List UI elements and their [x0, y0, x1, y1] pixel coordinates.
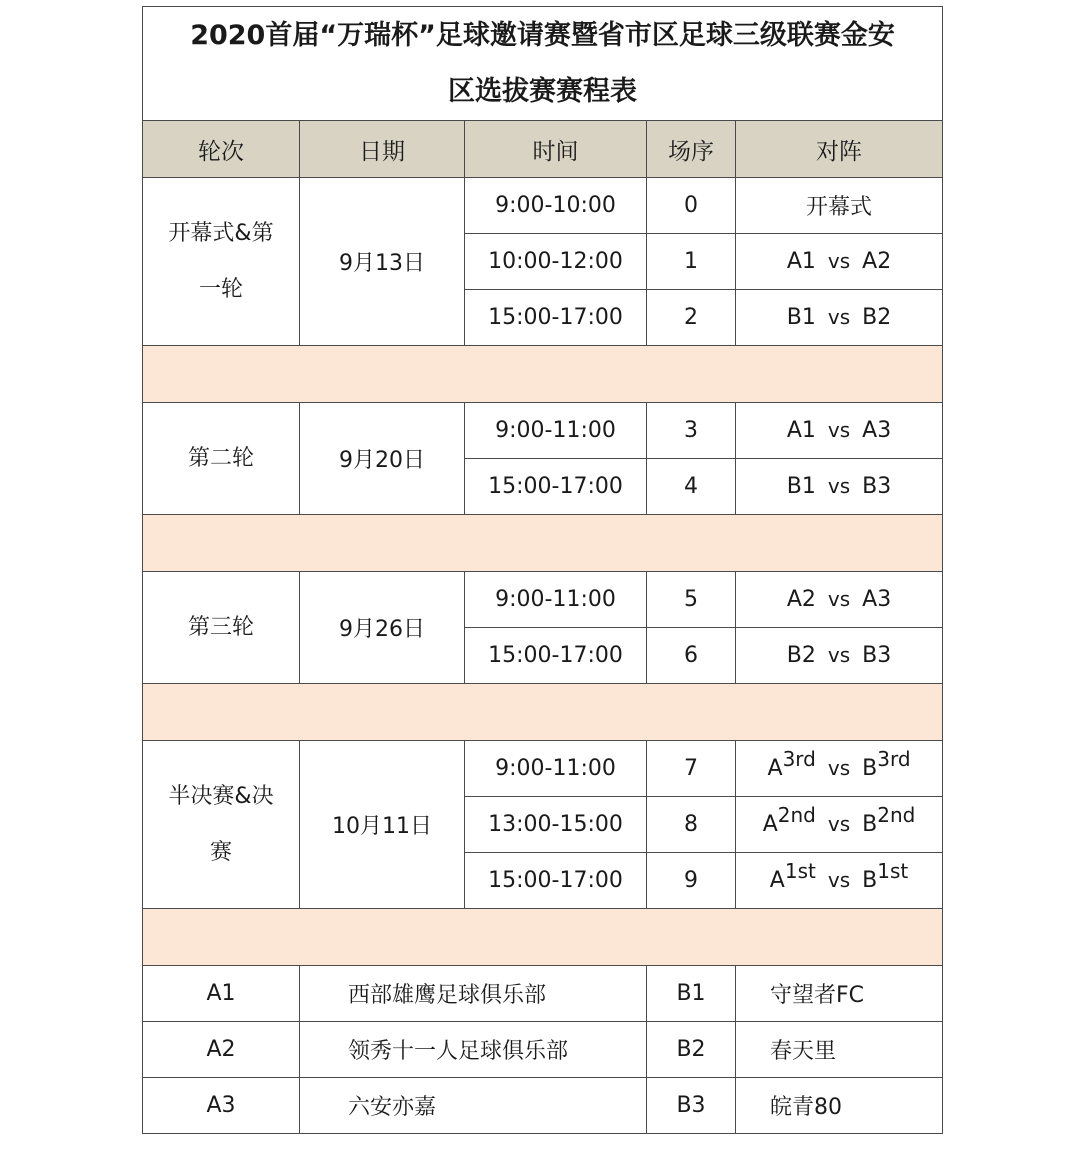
- vs-label: vs: [827, 418, 851, 442]
- header-date: 日期: [300, 121, 465, 178]
- home-team: B2: [786, 643, 816, 668]
- title-line-2: 区选拔赛赛程表: [448, 75, 637, 107]
- date-cell: 9月13日: [300, 178, 465, 346]
- time-cell: 9:00-11:00: [465, 572, 647, 628]
- match-no-cell: 8: [647, 797, 736, 853]
- away-team: B: [862, 812, 878, 837]
- team-b-name: 皖青80: [736, 1078, 943, 1134]
- time-cell: 15:00-17:00: [465, 628, 647, 684]
- vs-label: vs: [827, 756, 851, 780]
- team-b-code: B3: [647, 1078, 736, 1134]
- away-team: A2: [862, 249, 892, 274]
- team-a-name: 领秀十一人足球俱乐部: [300, 1022, 647, 1078]
- team-b-code: B2: [647, 1022, 736, 1078]
- team-a-code: A3: [143, 1078, 300, 1134]
- matchup-cell: [736, 234, 943, 290]
- time-cell: 9:00-11:00: [465, 741, 647, 797]
- vs-label: vs: [827, 812, 851, 836]
- home-rank: 1st: [784, 859, 816, 883]
- away-team: B2: [862, 305, 892, 330]
- time-cell: 13:00-15:00: [465, 797, 647, 853]
- team-a-name: 六安亦嘉: [300, 1078, 647, 1134]
- date-cell: 9月26日: [300, 572, 465, 684]
- match-no-cell: 2: [647, 290, 736, 346]
- round-cell: 第三轮: [143, 572, 300, 684]
- header-matchup: 对阵: [736, 121, 943, 178]
- away-team: A3: [862, 587, 892, 612]
- time-cell: 15:00-17:00: [465, 853, 647, 909]
- home-team: A: [767, 756, 783, 781]
- header-row: [143, 121, 943, 178]
- home-team: B1: [786, 474, 816, 499]
- separator-cell: [143, 515, 943, 572]
- vs-label: vs: [827, 587, 851, 611]
- team-row: [143, 966, 943, 1022]
- match-no-cell: 4: [647, 459, 736, 515]
- vs-label: vs: [827, 474, 851, 498]
- match-no-cell: 6: [647, 628, 736, 684]
- vs-label: vs: [827, 868, 851, 892]
- matchup-cell: [736, 572, 943, 628]
- separator-row: [143, 684, 943, 741]
- separator-row: [143, 346, 943, 403]
- matchup-cell: [736, 290, 943, 346]
- time-cell: 9:00-10:00: [465, 178, 647, 234]
- round-label-line-2: 赛: [209, 839, 232, 865]
- home-team: A: [762, 812, 778, 837]
- title-line-1: 2020首届“万瑞杯”足球邀请赛暨省市区足球三级联赛金安: [190, 19, 895, 51]
- home-team: A2: [786, 587, 816, 612]
- away-team: B: [862, 868, 878, 893]
- matchup-cell: [736, 628, 943, 684]
- vs-label: vs: [827, 643, 851, 667]
- time-cell: 10:00-12:00: [465, 234, 647, 290]
- separator-cell: [143, 684, 943, 741]
- away-rank: 2nd: [877, 803, 916, 827]
- separator-cell: [143, 346, 943, 403]
- header-time: 时间: [465, 121, 647, 178]
- team-a-name: 西部雄鹰足球俱乐部: [300, 966, 647, 1022]
- team-a-code: A1: [143, 966, 300, 1022]
- away-team: B: [862, 756, 878, 781]
- matchup-cell: [736, 403, 943, 459]
- away-team: A3: [862, 418, 892, 443]
- separator-cell: [143, 909, 943, 966]
- match-no-cell: 1: [647, 234, 736, 290]
- team-a-code: A2: [143, 1022, 300, 1078]
- home-rank: 2nd: [777, 803, 816, 827]
- table-row: [143, 741, 943, 797]
- away-team: B3: [862, 643, 892, 668]
- table-title: [143, 7, 943, 121]
- team-b-code: B1: [647, 966, 736, 1022]
- team-b-name: 守望者FC: [736, 966, 943, 1022]
- header-match-no: 场序: [647, 121, 736, 178]
- schedule-table: [142, 6, 943, 1134]
- schedule-sheet: [142, 6, 942, 1156]
- vs-label: vs: [827, 249, 851, 273]
- home-team: B1: [786, 305, 816, 330]
- match-no-cell: 5: [647, 572, 736, 628]
- home-team: A: [769, 868, 785, 893]
- table-row: [143, 403, 943, 459]
- matchup-cell: [736, 741, 943, 797]
- away-rank: 3rd: [877, 747, 911, 771]
- matchup-cell: [736, 797, 943, 853]
- date-cell: 10月11日: [300, 741, 465, 909]
- match-no-cell: 0: [647, 178, 736, 234]
- home-rank: 3rd: [782, 747, 816, 771]
- match-no-cell: 3: [647, 403, 736, 459]
- time-cell: 15:00-17:00: [465, 290, 647, 346]
- team-b-name: 春天里: [736, 1022, 943, 1078]
- matchup-cell: [736, 853, 943, 909]
- team-row: [143, 1022, 943, 1078]
- away-team: B3: [862, 474, 892, 499]
- round-cell: [143, 741, 300, 909]
- table-row: [143, 178, 943, 234]
- vs-label: vs: [827, 305, 851, 329]
- round-cell: 第二轮: [143, 403, 300, 515]
- round-label-line-1: 开幕式&第: [168, 220, 274, 246]
- date-cell: 9月20日: [300, 403, 465, 515]
- header-round: 轮次: [143, 121, 300, 178]
- separator-row: [143, 909, 943, 966]
- home-team: A1: [786, 249, 816, 274]
- matchup-cell: [736, 459, 943, 515]
- time-cell: 15:00-17:00: [465, 459, 647, 515]
- team-row: [143, 1078, 943, 1134]
- round-cell: [143, 178, 300, 346]
- match-no-cell: 9: [647, 853, 736, 909]
- round-label-line-1: 半决赛&决: [168, 783, 274, 809]
- match-no-cell: 7: [647, 741, 736, 797]
- away-rank: 1st: [877, 859, 909, 883]
- matchup-cell: 开幕式: [736, 178, 943, 234]
- time-cell: 9:00-11:00: [465, 403, 647, 459]
- round-label-line-2: 一轮: [198, 276, 243, 302]
- home-team: A1: [786, 418, 816, 443]
- separator-row: [143, 515, 943, 572]
- table-row: [143, 572, 943, 628]
